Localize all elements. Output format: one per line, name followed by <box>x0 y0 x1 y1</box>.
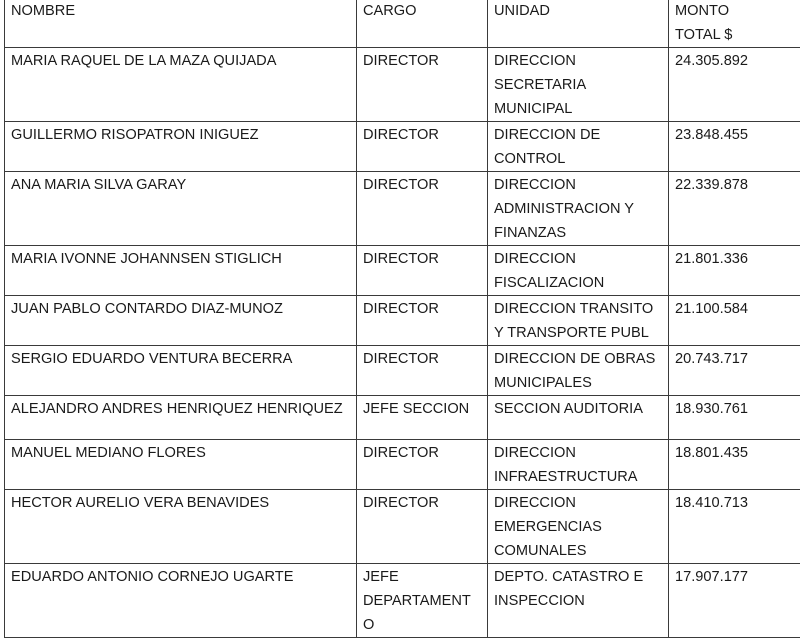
cell-unidad: DIRECCION TRANSITO Y TRANSPORTE PUBL <box>488 296 669 346</box>
cell-unidad: DIRECCION ADMINISTRACION Y FINANZAS <box>488 172 669 246</box>
cell-cargo: DIRECTOR <box>357 122 488 172</box>
table-row <box>5 440 800 490</box>
header-nombre: NOMBRE <box>5 0 357 48</box>
cell-monto: 17.907.177 <box>669 564 800 638</box>
salary-table <box>4 0 800 638</box>
table-row <box>5 564 800 638</box>
cell-nombre: MARIA IVONNE JOHANNSEN STIGLICH <box>5 246 357 296</box>
cell-unidad: DIRECCION INFRAESTRUCTURA <box>488 440 669 490</box>
header-monto <box>669 0 800 48</box>
cell-nombre: MARIA RAQUEL DE LA MAZA QUIJADA <box>5 48 357 122</box>
cell-nombre: SERGIO EDUARDO VENTURA BECERRA <box>5 346 357 396</box>
cell-unidad: DIRECCION FISCALIZACION <box>488 246 669 296</box>
cell-unidad: DIRECCION DE CONTROL <box>488 122 669 172</box>
cell-monto: 23.848.455 <box>669 122 800 172</box>
cell-cargo: DIRECTOR <box>357 346 488 396</box>
cell-unidad: DIRECCION EMERGENCIAS COMUNALES <box>488 490 669 564</box>
cell-nombre: EDUARDO ANTONIO CORNEJO UGARTE <box>5 564 357 638</box>
header-cargo: CARGO <box>357 0 488 48</box>
table-row <box>5 246 800 296</box>
cell-unidad: DIRECCION SECRETARIA MUNICIPAL <box>488 48 669 122</box>
cell-monto: 20.743.717 <box>669 346 800 396</box>
table-row <box>5 490 800 564</box>
header-unidad: UNIDAD <box>488 0 669 48</box>
cell-nombre: GUILLERMO RISOPATRON INIGUEZ <box>5 122 357 172</box>
cell-monto: 21.801.336 <box>669 246 800 296</box>
cell-nombre: ALEJANDRO ANDRES HENRIQUEZ HENRIQUEZ <box>5 396 357 440</box>
table-row <box>5 122 800 172</box>
cell-monto: 18.801.435 <box>669 440 800 490</box>
cell-cargo: JEFE DEPARTAMENTO <box>357 564 488 638</box>
cell-monto: 18.410.713 <box>669 490 800 564</box>
cell-cargo: DIRECTOR <box>357 172 488 246</box>
cell-monto: 22.339.878 <box>669 172 800 246</box>
cell-nombre: MANUEL MEDIANO FLORES <box>5 440 357 490</box>
table-row <box>5 296 800 346</box>
cell-monto: 21.100.584 <box>669 296 800 346</box>
cell-nombre: JUAN PABLO CONTARDO DIAZ-MUNOZ <box>5 296 357 346</box>
header-monto-line1: MONTO <box>675 3 729 19</box>
table-row <box>5 396 800 440</box>
cell-cargo: DIRECTOR <box>357 48 488 122</box>
cell-cargo: DIRECTOR <box>357 296 488 346</box>
cell-unidad: DEPTO. CATASTRO E INSPECCION <box>488 564 669 638</box>
cell-cargo: DIRECTOR <box>357 246 488 296</box>
cell-monto: 18.930.761 <box>669 396 800 440</box>
table-row <box>5 48 800 122</box>
cell-unidad: SECCION AUDITORIA <box>488 396 669 440</box>
cell-nombre: HECTOR AURELIO VERA BENAVIDES <box>5 490 357 564</box>
cell-cargo: JEFE SECCION <box>357 396 488 440</box>
cell-cargo: DIRECTOR <box>357 490 488 564</box>
header-monto-line2: TOTAL $ <box>675 27 732 43</box>
cell-monto: 24.305.892 <box>669 48 800 122</box>
cell-unidad: DIRECCION DE OBRAS MUNICIPALES <box>488 346 669 396</box>
table-header-row <box>5 0 800 48</box>
cell-nombre: ANA MARIA SILVA GARAY <box>5 172 357 246</box>
table-row <box>5 172 800 246</box>
cell-cargo: DIRECTOR <box>357 440 488 490</box>
table-row <box>5 346 800 396</box>
